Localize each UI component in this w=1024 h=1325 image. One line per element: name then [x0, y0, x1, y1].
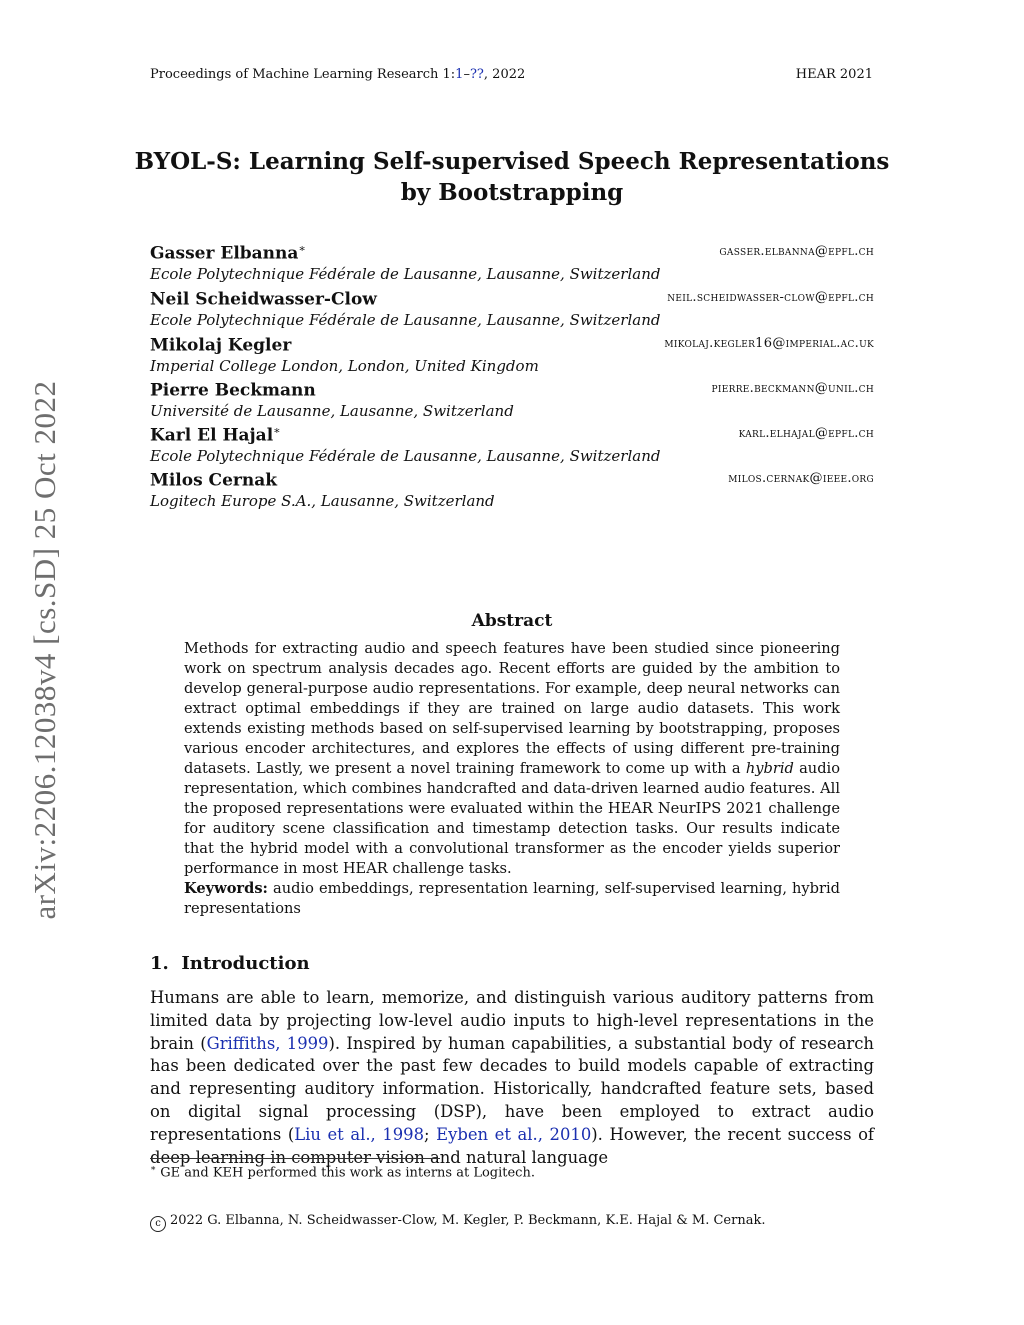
first-page-link[interactable]: 1	[455, 67, 464, 82]
running-header-left: Proceedings of Machine Learning Research 1:1–??, 2022	[150, 67, 526, 82]
author-name: Milos Cernak	[150, 470, 278, 491]
author-name: Pierre Beckmann	[150, 380, 316, 401]
author-email[interactable]: pierre.beckmann@unil.ch	[711, 381, 874, 396]
paper-title-line-1: BYOL-S: Learning Self-supervised Speech Representations	[134, 148, 890, 175]
paper-title	[100, 146, 924, 208]
author-affiliation: Ecole Polytechnique Fédérale de Lausanne, Lausanne, Switzerland	[150, 447, 661, 465]
paper-title-line-2: by Bootstrapping	[400, 179, 624, 206]
abstract-body: Methods for extracting audio and speech features have been studied since pioneering work on spectrum analysis decades ago. Recent efforts are guided by the ambition to develop general-purpose audio representations. For example, deep neural networks can extract optimal embeddings if they are trained on large audio datasets. This work extends existing methods based on self-supervised learning by bootstrapping, proposes various encoder architectures, and explores the effects of using different pre-training datasets. Lastly, we present a novel training framework to come up with a hybrid audio representation, which combines handcrafted and data-driven learned audio features. All the proposed representations were evaluated within the HEAR NeurIPS 2021 challenge for auditory scene classification and timestamp detection tasks. Our results indicate that the hybrid model with a convolutional transformer as the encoder yields superior performance in most HEAR challenge tasks. Keywords: audio embeddings, representation learning, self-supervised learning, hybrid representations	[184, 640, 841, 917]
copyright-icon: c	[150, 1216, 166, 1232]
keywords-label: Keywords:	[184, 880, 268, 897]
footnote-rule	[150, 1158, 440, 1159]
author-affiliation: Logitech Europe S.A., Lausanne, Switzerland	[150, 492, 495, 510]
author-name: Karl El Hajal∗	[150, 424, 281, 446]
author-row	[150, 288, 874, 310]
author-email[interactable]: milos.cernak@ieee.org	[728, 471, 874, 486]
author-affiliation: Imperial College London, London, United Kingdom	[150, 357, 539, 375]
abstract-heading: Abstract	[471, 611, 553, 631]
footnote: ∗ GE and KEH performed this work as interns at Logitech.	[150, 1164, 535, 1181]
author-row	[150, 334, 874, 356]
citation-link[interactable]: Liu et al., 1998	[294, 1124, 425, 1144]
author-email[interactable]: karl.elhajal@epfl.ch	[738, 426, 874, 441]
author-row	[150, 424, 874, 446]
section-heading-introduction: 1. Introduction	[150, 953, 310, 974]
author-row	[150, 469, 874, 491]
author-email[interactable]: gasser.elbanna@epfl.ch	[719, 244, 874, 259]
last-page-link[interactable]: ??	[469, 67, 484, 82]
author-affiliation: Ecole Polytechnique Fédérale de Lausanne, Lausanne, Switzerland	[150, 265, 661, 283]
author-name: Neil Scheidwasser-Clow	[150, 289, 377, 310]
citation-link[interactable]: Eyben et al., 2010	[436, 1124, 592, 1144]
citation-link[interactable]: Griffiths, 1999	[206, 1033, 329, 1053]
author-email[interactable]: mikolaj.kegler16@imperial.ac.uk	[664, 336, 874, 351]
emphasis-hybrid: hybrid	[745, 760, 794, 777]
author-affiliation: Université de Lausanne, Lausanne, Switzerland	[150, 402, 514, 420]
copyright-line: c 2022 G. Elbanna, N. Scheidwasser-Clow, M. Kegler, P. Beckmann, K.E. Hajal & M. Cernak.	[150, 1213, 765, 1232]
author-row	[150, 379, 874, 401]
author-affiliation: Ecole Polytechnique Fédérale de Lausanne, Lausanne, Switzerland	[150, 311, 661, 329]
author-name: Mikolaj Kegler	[150, 335, 292, 356]
introduction-paragraph: Humans are able to learn, memorize, and distinguish various auditory patterns from limited data by projecting low-level audio inputs to high-level representations in the brain (Griffiths, 1999). Inspired by human capabilities, a substantial body of research has been dedicated over the past few decades to build models capable of extracting and representing auditory information. Historically, handcrafted feature sets, based on digital signal processing (DSP), have been employed to extract audio representations (Liu et al., 1998; Eyben et al., 2010). However, the recent success of deep learning in computer vision and natural language	[150, 988, 874, 1167]
author-row	[150, 242, 874, 264]
author-name: Gasser Elbanna∗	[150, 242, 306, 264]
author-email[interactable]: neil.scheidwasser-clow@epfl.ch	[667, 290, 874, 305]
running-header-right: HEAR 2021	[795, 67, 873, 82]
arxiv-identifier-stamp: arXiv:2206.12038v4 [cs.SD] 25 Oct 2022	[27, 380, 62, 920]
keywords-list: audio embeddings, representation learning, self-supervised learning, hybrid representations	[184, 880, 841, 917]
